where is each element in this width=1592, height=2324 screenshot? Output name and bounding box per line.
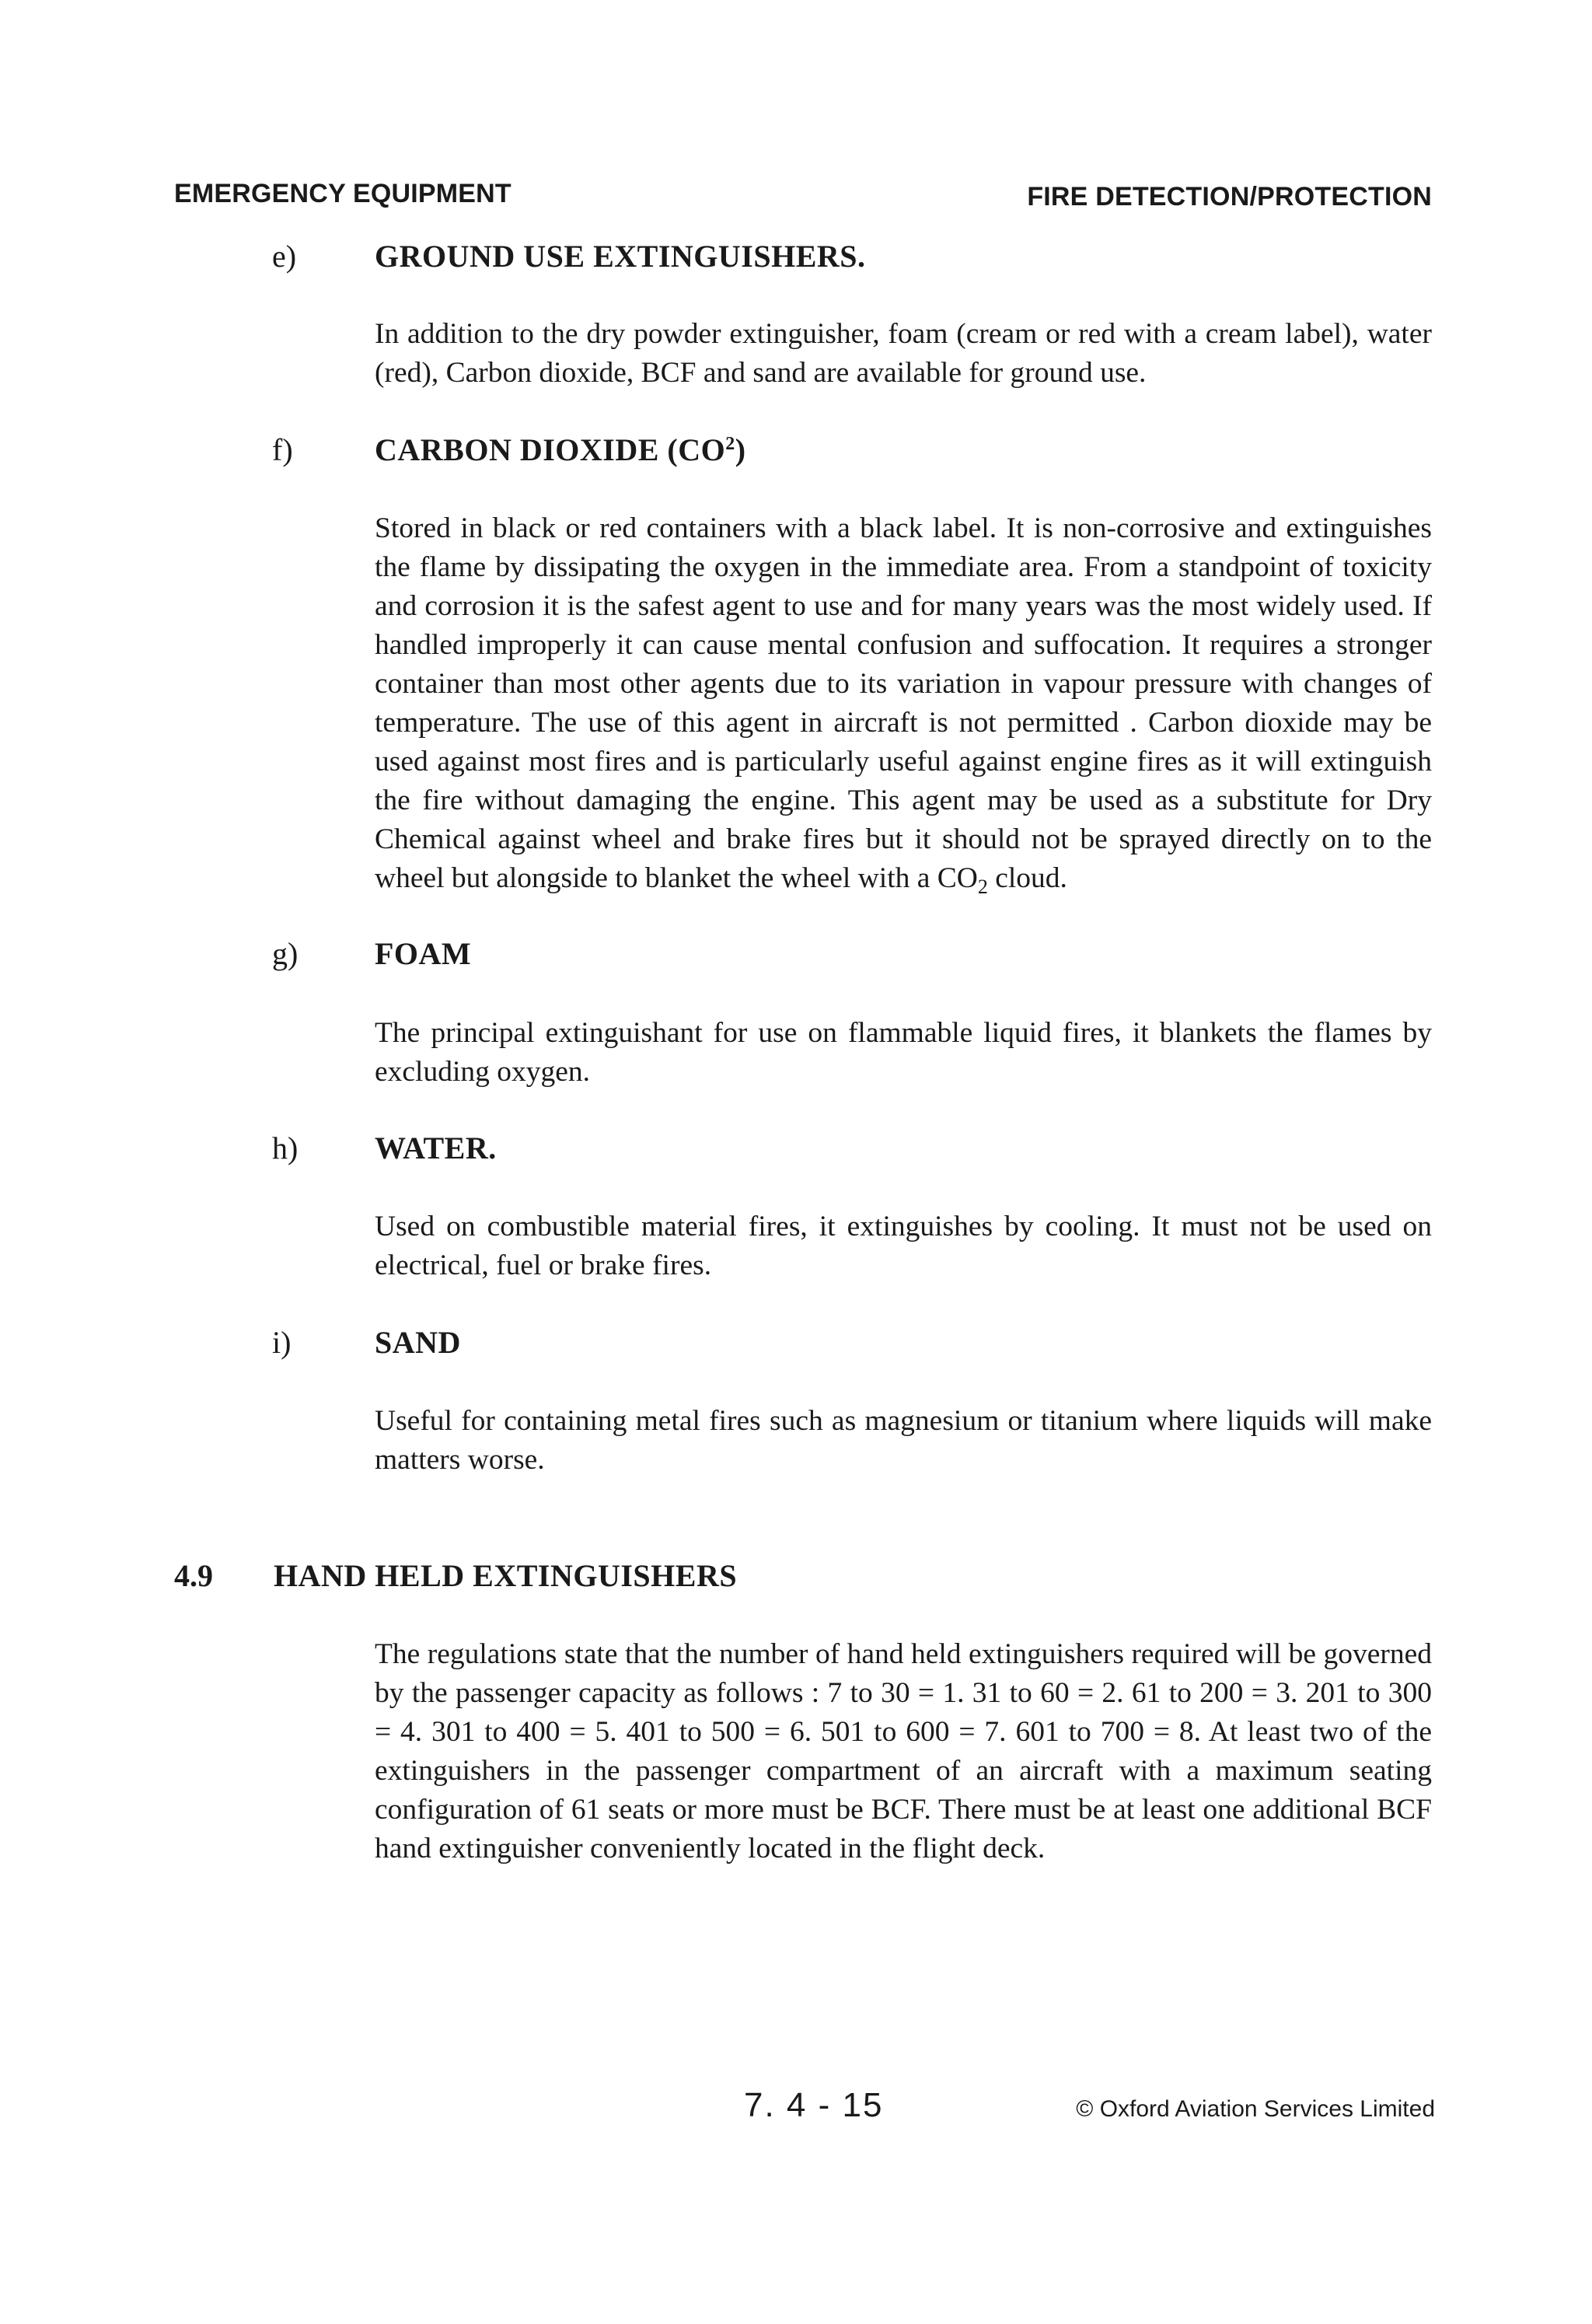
paragraph-foam: The principal extinguishant for use on flammable liquid fires, it blankets the flames by excluding oxygen. [375,1017,1432,1088]
copyright-notice: © Oxford Aviation Services Limited [1076,2096,1435,2122]
item-label-h: h) [272,1131,298,1165]
item-label-i: i) [272,1325,292,1360]
item-label-g: g) [272,936,298,971]
paragraph-water: Used on combustible material fires, it extinguishes by cooling. It must not be used on electrical, fuel or brake fires. [375,1211,1432,1281]
header-right: FIRE DETECTION/PROTECTION [1027,182,1432,211]
section-number: 4.9 [174,1558,213,1593]
paragraph-hand-held: The regulations state that the number of hand held extinguishers required will be governed by the passenger capacity as follows : 7 to 30 = 1. 31 to 60 = 2. 61 to 200 = 3. 201 to 300 = 4. 301 to 400 = 5. 401 to 500 = 6. 501 to 600 = 7. 601 to 700 = 8. At least two of the extinguishers in the passenger compartment of an aircraft with a maximum seating configuration of 61 seats or more must be BCF. There must be at least one additional BCF hand extinguisher conveniently located in the flight deck. [375,1638,1432,1864]
heading-sand: SAND [375,1325,461,1360]
item-label-f: f) [272,432,293,467]
item-label-e: e) [272,239,297,274]
heading-carbon-dioxide: CARBON DIOXIDE $(CO^2)$ [375,432,746,467]
paragraph-sand: Useful for containing metal fires such as magnesium or titanium where liquids will make matters worse. [375,1405,1432,1476]
paragraph-carbon-dioxide: Stored in black or red containers with a black label. It is non-corrosive and extinguishes the flame by dissipating the oxygen in the immediate area. From a standpoint of toxicity and corrosion it is the safest agent to use and for many years was the most widely used. If handled improperly it can cause mental confusion and suffocation. It requires a stronger container than most other agents due to its variation in vapour pressure with changes of temperature. The use of this agent in aircraft is not permitted . Carbon dioxide may be used against most fires and is particularly useful against engine fires as it will extinguish the fire without damaging the engine. This agent may be used as a substitute for Dry Chemical against wheel and brake fires but it should not be sprayed directly on to the wheel but alongside to blanket the wheel with a $CO_2$ cloud. [375,512,1432,898]
heading-water: WATER. [375,1131,497,1165]
page-number: 7. 4 - 15 [744,2086,884,2124]
header-left: EMERGENCY EQUIPMENT [174,179,511,208]
heading-foam: FOAM [375,936,472,971]
paragraph-ground-use: In addition to the dry powder extinguisher, foam (cream or red with a cream label), water (red), Carbon dioxide, BCF and sand are available for ground use. [375,318,1432,389]
heading-ground-use: GROUND USE EXTINGUISHERS. [375,239,866,274]
section-title: HAND HELD EXTINGUISHERS [274,1558,738,1593]
